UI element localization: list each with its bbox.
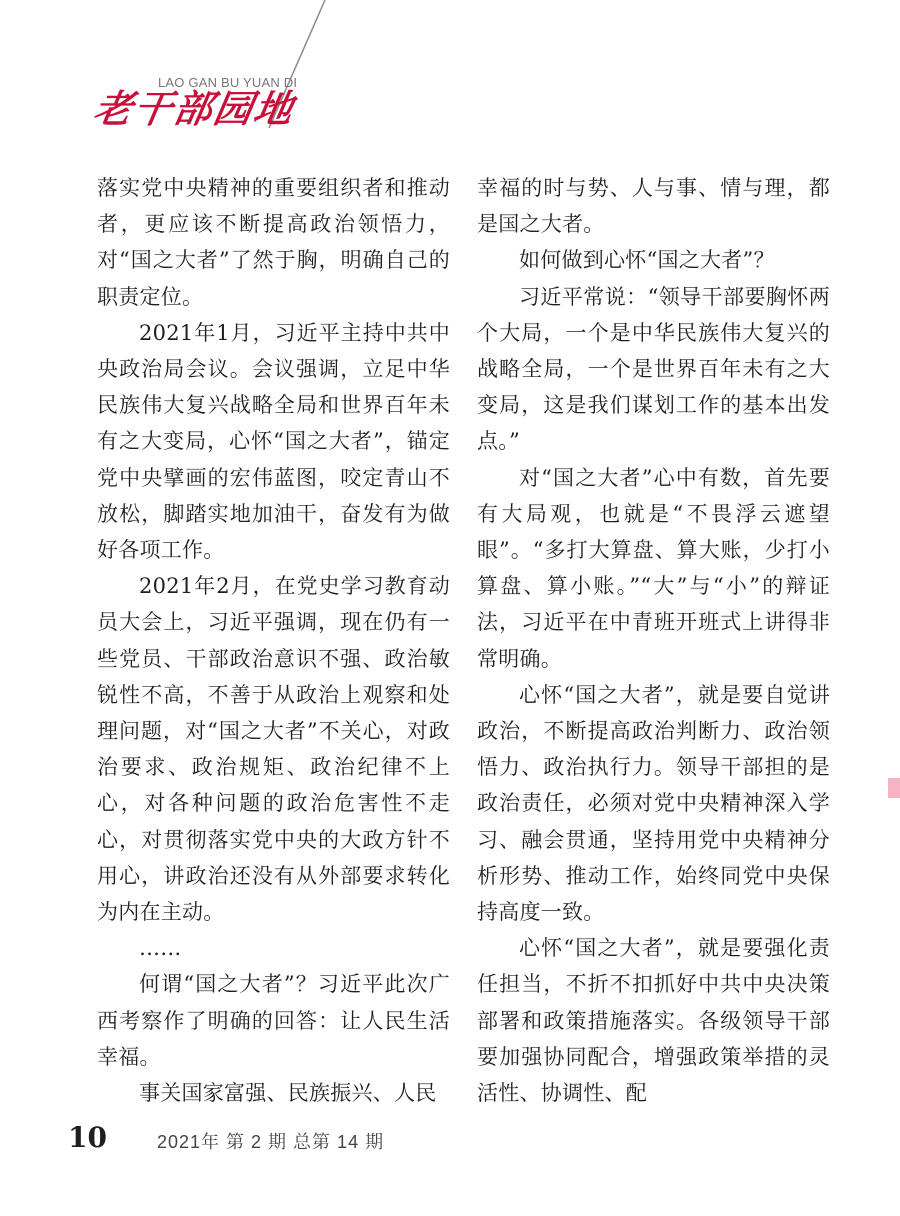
article-paragraph: 心怀“国之大者”，就是要自觉讲政治，不断提高政治判断力、政治领悟力、政治执行力。领导干部担的是政治责任，必须对党中央精神深入学习、融会贯通，坚持用党中央精神分析形势、推动工作，始终同党中央保持高度一致。 — [477, 682, 830, 925]
article-paragraph: 心怀“国之大者”，就是要强化责任担当，不折不扣抓好中共中央决策部署和政策措施落实。各级领导干部要加强协同配合，增强政策举措的灵活性、协调性、配 — [477, 936, 830, 1106]
article-right-column — [477, 170, 830, 1111]
section-pinyin: LAO GAN BU YUAN DI — [158, 75, 298, 90]
article-paragraph: 如何做到心怀“国之大者”？ — [519, 248, 775, 273]
article-paragraph: 事关国家富强、民族振兴、人民 — [139, 1081, 437, 1106]
article-left-column — [97, 170, 450, 1111]
article-paragraph: 幸福的时与势、人与事、情与理，都是国之大者。 — [477, 176, 830, 237]
article-paragraph: 2021年1月，习近平主持中共中央政治局会议。会议强调，立足中华民族伟大复兴战略全局和世界百年未有之大变局，心怀“国之大者”，锚定党中央擘画的宏伟蓝图，咬定青山不放松，脚踏实地加油干，奋发有为做好各项工作。 — [97, 320, 450, 563]
article-paragraph: 何谓“国之大者”？习近平此次广西考察作了明确的回答：让人民生活幸福。 — [97, 972, 450, 1069]
ellipsis-paragraph: …… — [139, 936, 182, 961]
article-paragraph: 落实党中央精神的重要组织者和推动者，更应该不断提高政治领悟力，对“国之大者”了然于胸，明确自己的职责定位。 — [97, 176, 450, 309]
page-edge-tab — [888, 778, 900, 798]
issue-info: 2021年 第 2 期 总第 14 期 — [157, 1132, 385, 1152]
article-paragraph: 习近平常说：“领导干部要胸怀两个大局，一个是中华民族伟大复兴的战略全局，一个是世界百年未有之大变局，这是我们谋划工作的基本出发点。” — [477, 284, 830, 454]
article-paragraph: 对“国之大者”心中有数，首先要有大局观，也就是“不畏浮云遮望眼”。“多打大算盘、算大账，少打小算盘、算小账。”“大”与“小”的辩证法，习近平在中青班开班式上讲得非常明确。 — [477, 465, 830, 671]
article-paragraph: 2021年2月，在党史学习教育动员大会上，习近平强调，现在仍有一些党员、干部政治意识不强、政治敏锐性不高，不善于从政治上观察和处理问题，对“国之大者”不关心，对政治要求、政治规矩、政治纪律不上心，对各种问题的政治危害性不走心，对贯彻落实党中央的大政方针不用心，讲政治还没有从外部要求转化为内在主动。 — [97, 574, 450, 925]
section-title: 老干部园地 — [90, 87, 298, 131]
page-number: 10 — [68, 1121, 107, 1154]
